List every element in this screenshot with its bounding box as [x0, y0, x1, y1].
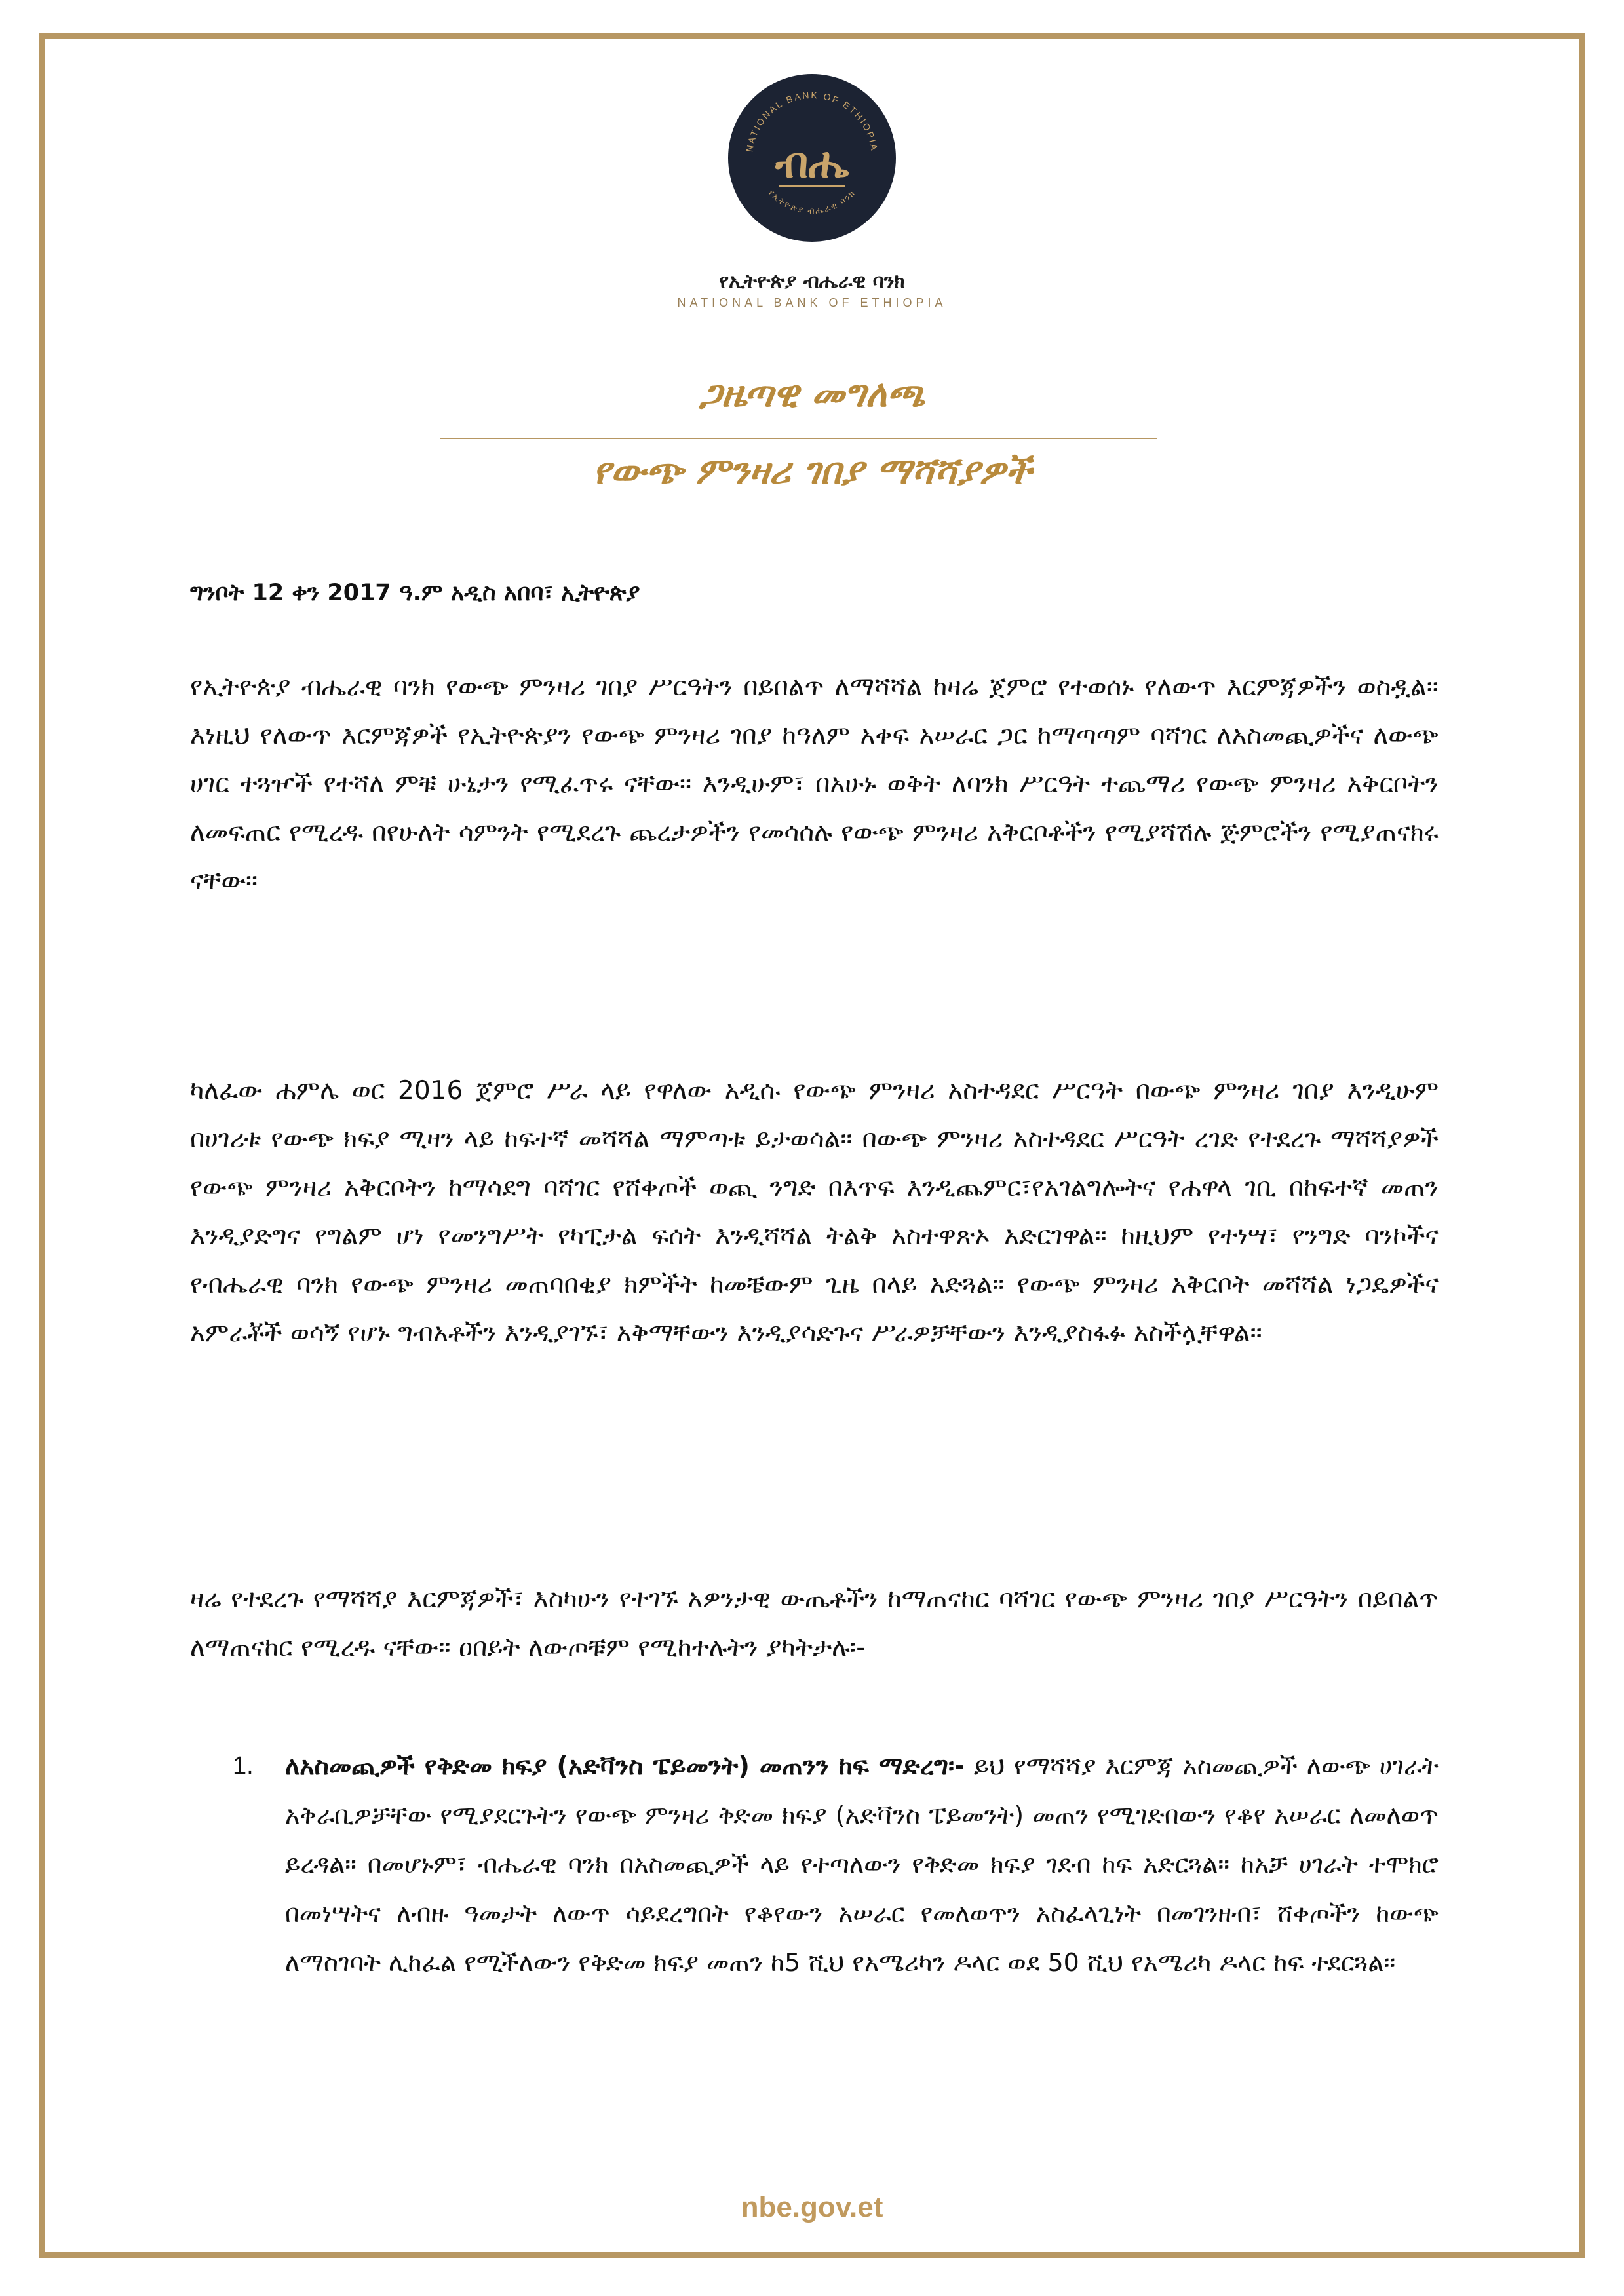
body-paragraph-3: ዛሬ የተደረጉ የማሻሻያ እርምጃዎች፣ እስካሁን የተገኙ አዎንታዊ ውጤቶችን ከማጠናከር ባሻገር የውጭ ምንዛሪ ገበያ ሥርዓትን በይበልጥ ለማጠናከር የሚረዱ ናቸው። ዐበይት ለውጦቹም የሚከተሉትን ያካትታሉ፡-: [190, 1584, 1439, 1662]
list-item-number: 1.: [233, 1752, 254, 1780]
body-paragraph-2: ካለፈው ሐምሌ ወር 2016 ጀምሮ ሥራ ላይ የዋለው አዲሱ የውጭ ምንዛሪ አስተዳደር ሥርዓት በውጭ ምንዛሪ ገበያ እንዲሁም በሀገሪቱ የውጭ ክፍያ ሚዛን ላይ ከፍተኛ መሻሻል ማምጣቱ ይታወሳል። በውጭ ምንዛሪ አስተዳደር ሥርዓት ረገድ የተደረጉ ማሻሻያዎች የውጭ ምንዛሪ አቅርቦትን ከማሳደግ ባሻገር የሸቀጦች ወጪ ንግድ በእጥፍ እንዲጨምር፣የአገልግሎትና የሐዋላ ገቢ በከፍተኛ መጠን እንዲያድግና የግልም ሆነ የመንግሥት የካፒታል ፍሰት እንዲሻሻል ትልቅ አስተዋጽኦ አድርገዋል። ከዚህም የተነሣ፣ የንግድ ባንኮችና የብሔራዊ ባንክ የውጭ ምንዛሪ መጠባበቂያ ክምችት ከመቼውም ጊዜ በላይ አድጓል። የውጭ ምንዛሪ አቅርቦት መሻሻል ነጋዴዎችና አምራቾች ወሳኝ የሆኑ ግብአቶችን እንዲያገኙ፣ አቅማቸውን እንዲያሳድጉና ሥራዎቻቸውን እንዲያስፋፉ አስችሏቸዋል።: [190, 1076, 1439, 1348]
logo-ring-text-english: NATIONAL BANK OF ETHIOPIA: [744, 89, 880, 153]
list-item: [233, 1742, 1439, 1987]
logo-emblem-icon: [727, 73, 897, 242]
dateline: ግንቦት 12 ቀን 2017 ዓ.ም አዲስ አበባ፣ ኢትዮጵያ: [190, 580, 640, 606]
press-release-title: የውጭ ምንዛሪ ገበያ ማሻሻያዎች: [592, 450, 1032, 493]
bank-logo: [727, 73, 897, 242]
list-item-body: ይህ የማሻሻያ እርምጃ አስመጪዎች ለውጭ ሀገራት አቅራቢዎቻቸው የሚያደርጉትን የውጭ ምንዛሪ ቅድመ ክፍያ (አድቫንስ ፔይመንት) መጠን የሚገድበውን የቆየ አሠራር ለመለወጥ ይረዳል። በመሆኑም፣ ብሔራዊ ባንክ በአስመጪዎች ላይ የተጣለውን የቅድመ ክፍያ ገደብ ከፍ አድርጓል። ከአቻ ሀገራት ተሞክሮ በመነሣትና ለብዙ ዓመታት ለውጥ ሳይደረግበት የቆየውን አሠራር የመለወጥን አስፈላጊነት በመገንዘብ፣ ሸቀጦችን ከውጭ ለማስገባት ሊከፈል የሚችለውን የቅድመ ክፍያ መጠን ከ5 ሺህ የአሜሪካን ዶላር ወደ 50 ሺህ የአሜሪካ ዶላር ከፍ ተደርጓል።: [285, 1751, 1439, 1977]
logo-center-glyph: ብሔ: [775, 139, 849, 187]
bank-name-amharic: የኢትዮጵያ ብሔራዊ ባንክ: [719, 270, 905, 293]
heading-divider: [440, 438, 1157, 439]
list-item-lead: ለአስመጪዎች የቅድመ ክፍያ (አድቫንስ ፔይመንት) መጠንን ከፍ ማድረግ፡-: [285, 1751, 965, 1780]
reform-measures-list: [233, 1742, 1439, 1987]
press-release-heading: ጋዜጣዊ መግለጫ: [699, 372, 925, 415]
body-paragraph-1: የኢትዮጵያ ብሔራዊ ባንክ የውጭ ምንዛሪ ገበያ ሥርዓትን በይበልጥ ለማሻሻል ከዛሬ ጀምሮ የተወሰኑ የለውጥ እርምጃዎችን ወስዷል። እነዚህ የለውጥ እርምጃዎች የኢትዮጵያን የውጭ ምንዛሪ ገበያ ከዓለም አቀፍ አሠራር ጋር ከማጣጣም ባሻገር ለአስመጪዎችና ለውጭ ሀገር ተጓዦች የተሻለ ምቹ ሁኔታን የሚፈጥሩ ናቸው። እንዲሁም፣ በአሁኑ ወቅት ለባንክ ሥርዓት ተጨማሪ የውጭ ምንዛሪ አቅርቦትን ለመፍጠር የሚረዱ በየሁለት ሳምንት የሚደረጉ ጨረታዎችን የመሳሰሉ የውጭ ምንዛሪ አቅርቦቶችን የሚያሻሽሉ ጅምሮችን የሚያጠናክሩ ናቸው።: [190, 672, 1439, 896]
footer-website-link[interactable]: nbe.gov.et: [741, 2191, 883, 2223]
bank-name-english: NATIONAL BANK OF ETHIOPIA: [677, 296, 947, 309]
logo-ring-text-amharic: የኢትዮጵያ ብሔራዊ ባንክ: [766, 188, 858, 217]
